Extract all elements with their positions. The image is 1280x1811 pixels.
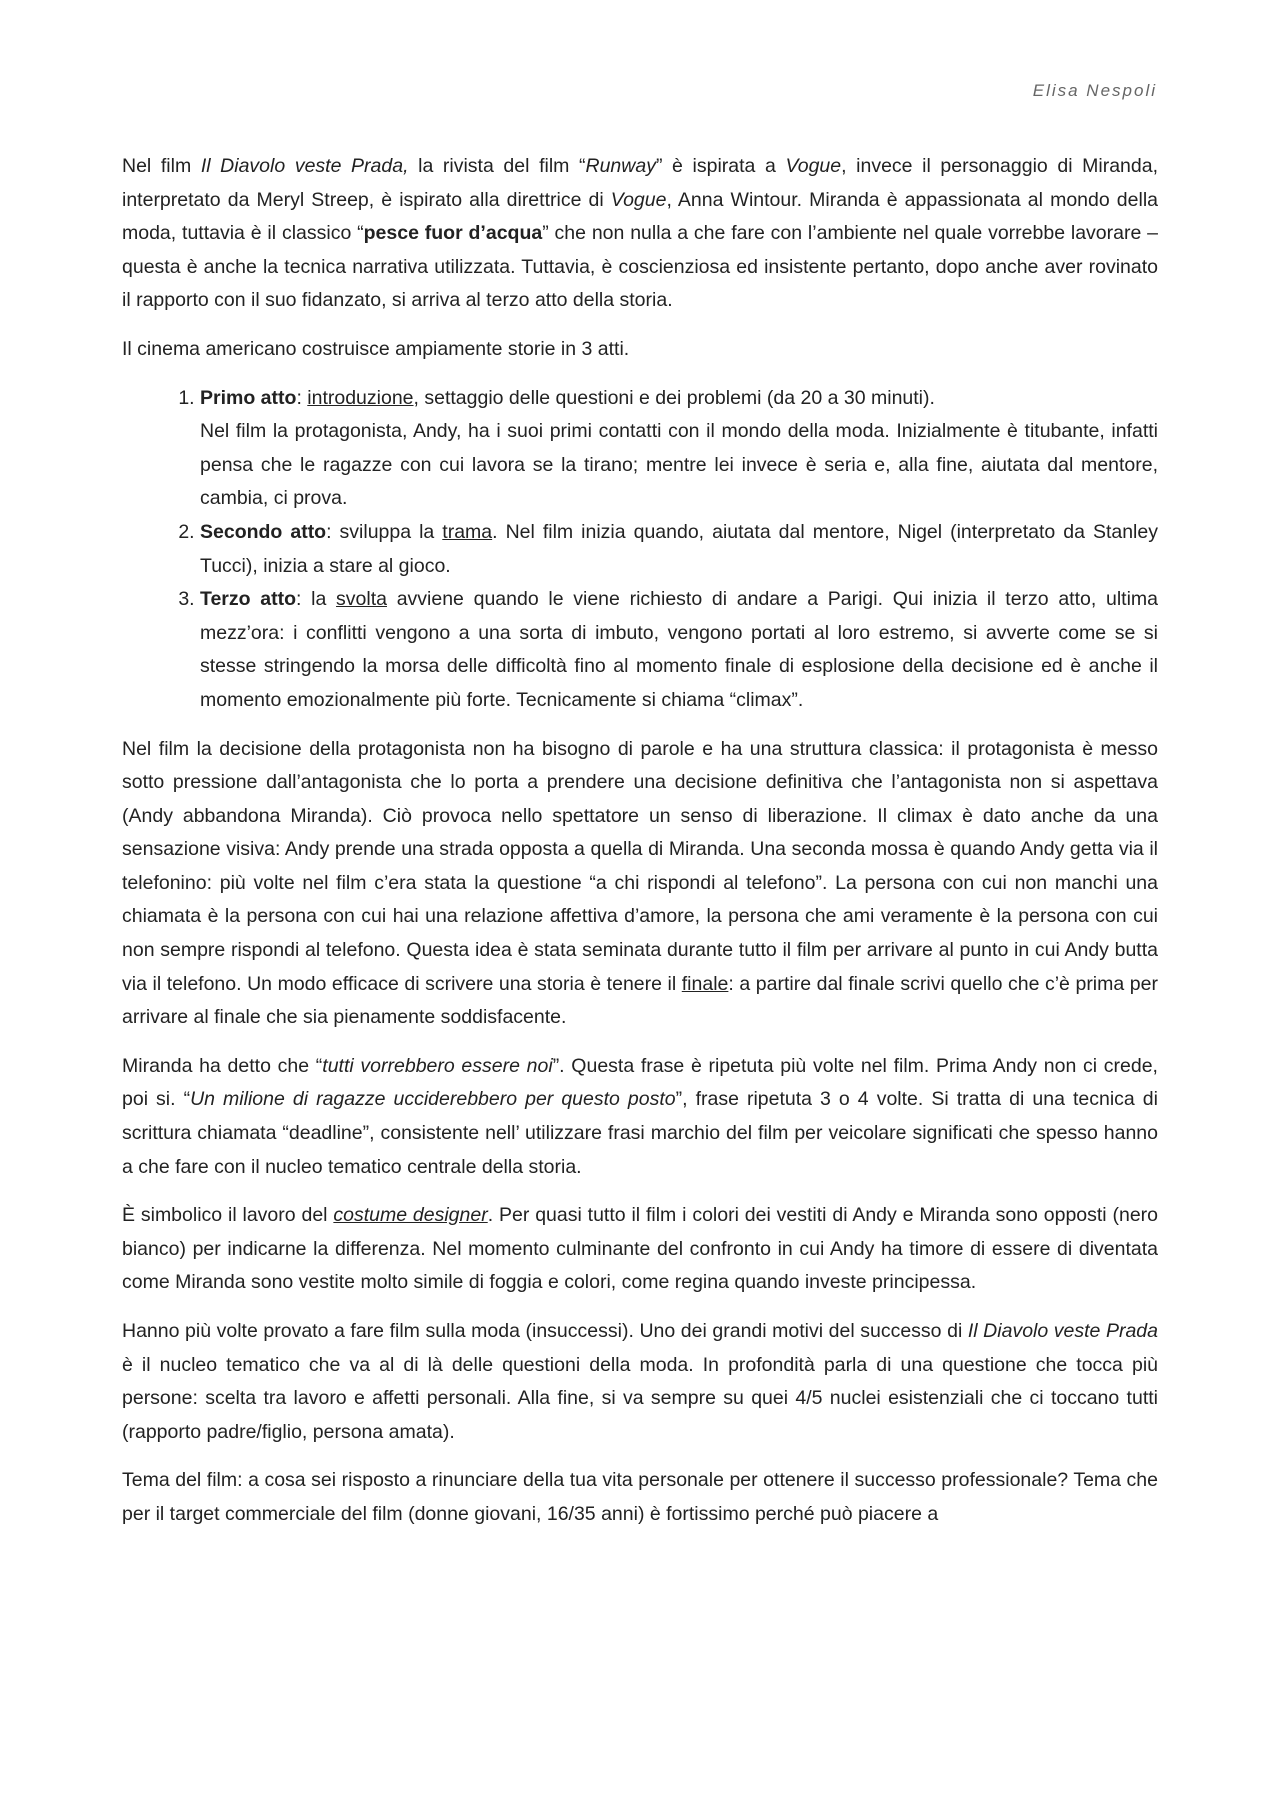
paragraph-intro bbox=[122, 150, 1158, 318]
text-run: . Per quasi tutto il film i colori dei vestiti di Andy e Miranda sono opposti (nero bianco) per indicarne la differenza. Nel momento culminante del confronto in cui Andy ha timore di essere di diventata come Miranda sono vestite molto simile di foggia e colori, come regina quando investe principessa. bbox=[122, 1204, 1159, 1294]
magazine-title: Runway bbox=[585, 155, 656, 177]
text-run: , settaggio delle questioni e dei problemi (da 20 a 30 minuti). bbox=[413, 386, 935, 409]
film-title: Il Diavolo veste Prada bbox=[967, 1320, 1158, 1342]
magazine-title: Vogue bbox=[785, 155, 842, 177]
paragraph-costume bbox=[122, 1199, 1158, 1300]
underlined-term: svolta bbox=[336, 588, 387, 611]
text-run: : la bbox=[296, 588, 337, 611]
underlined-term: introduzione bbox=[307, 386, 414, 409]
acts-list bbox=[122, 382, 1158, 718]
quote: tutti vorrebbero essere noi bbox=[322, 1054, 553, 1077]
paragraph-success bbox=[122, 1315, 1158, 1449]
text-run: , Anna Wintour. Miranda è appassionata al mondo della moda, tuttavia è il classico “ bbox=[122, 188, 1158, 245]
list-item-title: Primo atto bbox=[200, 386, 297, 409]
text-run: ” che non nulla a che fare con l’ambiente nel quale vorrebbe lavorare – questa è anche la tecnica narrativa utilizzata. Tuttavia, è coscienziosa ed insistente pertanto, dopo anche aver rovinato il rapporto con il suo fidanzato, si arriva al terzo atto della storia. bbox=[122, 222, 1159, 312]
text-run: Miranda ha detto che “ bbox=[122, 1054, 323, 1077]
text-run: : a partire dal finale scrivi quello che c’è prima per arrivare al finale che sia pienamente soddisfacente. bbox=[122, 972, 1158, 1029]
underlined-term: finale bbox=[681, 972, 729, 995]
text-run: la rivista del film “ bbox=[408, 155, 586, 177]
underlined-term: costume designer bbox=[333, 1204, 488, 1227]
bold-phrase: pesce fuor d’acqua bbox=[363, 222, 543, 245]
text-run: è il nucleo tematico che va al di là delle questioni della moda. In profondità parla di una questione che tocca più persone: scelta tra lavoro e affetti personali. Alla fine, si va sempre su quei 4/5 nuclei esistenziali che ci toccano tutti (rapporto padre/figlio, persona amata). bbox=[122, 1353, 1158, 1443]
underlined-term: trama bbox=[442, 520, 493, 543]
text-run: avviene quando le viene richiesto di andare a Parigi. Qui inizia il terzo atto, ultima mezz’ora: i conflitti vengono a una sorta di imbuto, vengono portati al loro estremo, si avverte come se si stesse stringendo la morsa delle difficoltà fino al momento finale di esplosione della decisione ed è anche il momento emozionalmente più forte. Tecnicamente si chiama “climax”. bbox=[200, 588, 1158, 711]
author-header: Elisa Nespoli bbox=[1032, 81, 1157, 100]
list-item bbox=[200, 516, 1158, 583]
text-run: ”, frase ripetuta 3 o 4 volte. Si tratta di una tecnica di scrittura chiamata “deadline”, consistente nell’ utilizzare frasi marchio del film per veicolare significati che spesso hanno a che fare con il nucleo tematico centrale della storia. bbox=[122, 1088, 1158, 1178]
paragraph-climax bbox=[122, 733, 1158, 1035]
paragraph-deadline bbox=[122, 1050, 1158, 1184]
text-run: Nel film bbox=[122, 155, 201, 177]
text-run: . Nel film inizia quando, aiutata dal mentore, Nigel (interpretato da Stanley Tucci), inizia a stare al gioco. bbox=[200, 520, 1158, 577]
text-run: : sviluppa la bbox=[326, 520, 443, 543]
text-run: Hanno più volte provato a fare film sulla moda (insuccessi). Uno dei grandi motivi del successo di bbox=[122, 1320, 968, 1342]
text-run: : bbox=[296, 386, 308, 409]
text-run: , invece il personaggio di Miranda, interpretato da Meryl Streep, è ispirato alla direttrice di bbox=[122, 155, 1159, 211]
text-run: ”. Questa frase è ripetuta più volte nel film. Prima Andy non ci crede, poi si. “ bbox=[122, 1054, 1158, 1111]
list-item-title: Secondo atto bbox=[200, 520, 327, 543]
list-item-title: Terzo atto bbox=[200, 588, 297, 611]
list-item bbox=[200, 382, 1158, 516]
paragraph-theme: Tema del film: a cosa sei risposto a rinunciare della tua vita personale per ottenere il successo professionale? Tema che per il target commerciale del film (donne giovani, 16/35 anni) è fortissimo perché può piacere a bbox=[122, 1469, 1158, 1525]
quote: Un milione di ragazze ucciderebbero per questo posto bbox=[190, 1088, 676, 1111]
text-run: Nel film la decisione della protagonista non ha bisogno di parole e ha una struttura classica: il protagonista è messo sotto pressione dall’antagonista che lo porta a prendere una decisione definitiva che l’antagonista non si aspettava (Andy abbandona Miranda). Ciò provoca nello spettatore un senso di liberazione. Il climax è dato anche da una sensazione visiva: Andy prende una strada opposta a quella di Miranda. Una seconda mossa è quando Andy getta via il telefonino: più volte nel film c’era stata la questione “a chi rispondi al telefono”. La persona con cui non manchi una chiamata è la persona con cui hai una relazione affettiva d’amore, la persona che ami veramente è la persona con cui non sempre rispondi al telefono. Questa idea è stata seminata durante tutto il film per arrivare al punto in cui Andy butta via il telefono. Un modo efficace di scrivere una storia è tenere il bbox=[122, 737, 1158, 995]
magazine-title: Vogue bbox=[610, 188, 667, 211]
text-run: È simbolico il lavoro del bbox=[122, 1204, 334, 1227]
list-item bbox=[200, 583, 1158, 717]
text-run: Nel film la protagonista, Andy, ha i suoi primi contatti con il mondo della moda. Inizialmente è titubante, infatti pensa che le ragazze con cui lavora se la tirano; mentre lei invece è seria e, alla fine, aiutata dal mentore, cambia, ci prova. bbox=[200, 420, 1158, 510]
text-run: ” è ispirata a bbox=[655, 155, 786, 177]
document-body bbox=[122, 150, 1158, 1547]
film-title: Il Diavolo veste Prada, bbox=[200, 155, 409, 177]
paragraph-three-acts: Il cinema americano costruisce ampiamente storie in 3 atti. bbox=[122, 337, 630, 360]
